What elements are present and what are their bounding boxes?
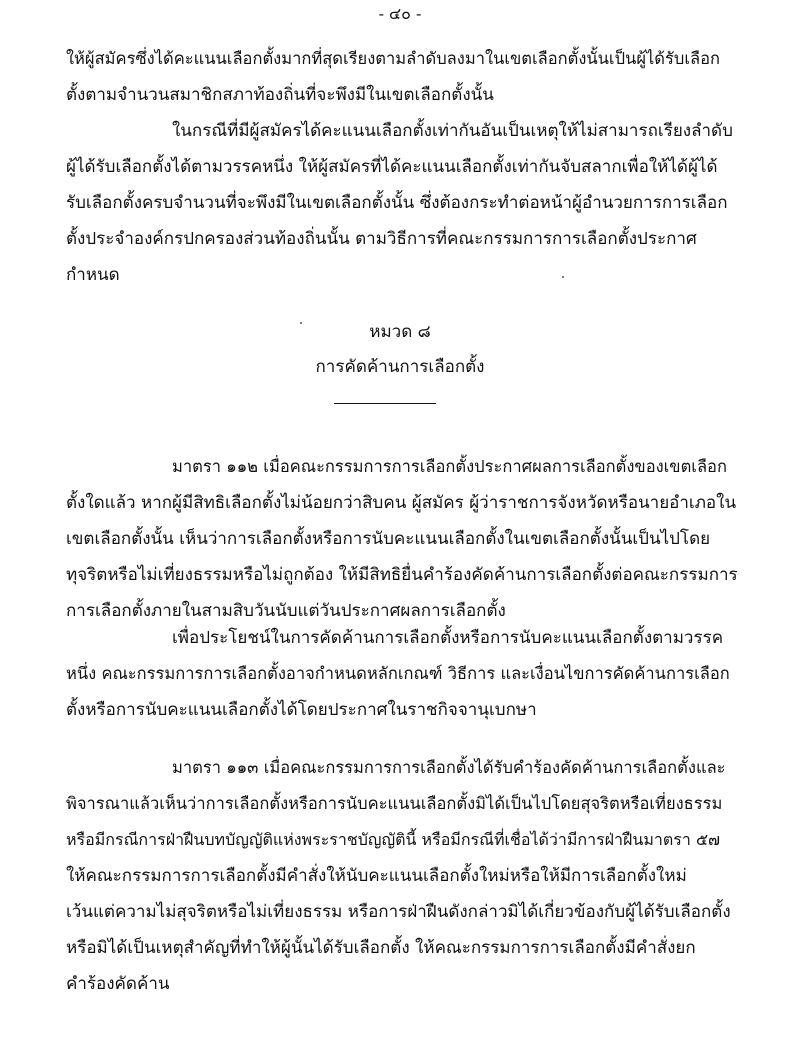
text-line: หรือมีกรณีการฝ่าฝืนบทบัญญัติแห่งพระราชบัญญัตินี้ หรือมีกรณีที่เชื่อได้ว่ามีการฝ่าฝืนมาตรา ๕๗ (66, 830, 721, 849)
text-line: ให้ผู้สมัครซึ่งได้คะแนนเลือกตั้งมากที่สุดเรียงตามลำดับลงมาในเขตเลือกตั้งนั้นเป็นผู้ได้รับเลือก (66, 49, 720, 68)
chapter-heading: หมวด ๘ (369, 322, 431, 342)
text-line: กำหนด (66, 265, 120, 285)
text-line: ตั้งตามจำนวนสมาชิกสภาท้องถิ่นที่จะพึงมีในเขตเลือกตั้งนั้น (66, 85, 494, 105)
text-line: ผู้ได้รับเลือกตั้งได้ตามวรรคหนึ่ง ให้ผู้สมัครที่ได้คะแนนเลือกตั้งเท่ากันจับสลากเพื่อให้ได้ผู้ได้ (66, 157, 718, 177)
scan-speck (562, 276, 564, 278)
text-line: ตั้งประจำองค์กรปกครองส่วนท้องถิ่นนั้น ตามวิธีการที่คณะกรรมการการเลือกตั้งประกาศ (66, 229, 697, 249)
text-line: เว้นแต่ความไม่สุจริตหรือไม่เที่ยงธรรม หรือการฝ่าฝืนดังกล่าวมิได้เกี่ยวข้องกับผู้ได้รับเลือกตั้ง (66, 902, 731, 922)
text-line: ในกรณีที่มีผู้สมัครได้คะแนนเลือกตั้งเท่ากันอันเป็นเหตุให้ไม่สามารถเรียงลำดับ (172, 121, 733, 141)
text-line: หนึ่ง คณะกรรมการการเลือกตั้งอาจกำหนดหลักเกณฑ์ วิธีการ และเงื่อนไขการคัดค้านการเลือก (66, 664, 730, 683)
text-line: ตั้งใดแล้ว หากผู้มีสิทธิเลือกตั้งไม่น้อยกว่าสิบคน ผู้สมัคร ผู้ว่าราชการจังหวัดหรือนายอำเภอใน (66, 493, 737, 513)
text-line: มาตรา ๑๑๓ เมื่อคณะกรรมการการเลือกตั้งได้รับคำร้องคัดค้านการเลือกตั้งและ (172, 758, 726, 777)
text-line: ตั้งหรือการนับคะแนนเลือกตั้งได้โดยประกาศในราชกิจจานุเบกษา (66, 700, 537, 720)
text-line: เพื่อประโยชน์ในการคัดค้านการเลือกตั้งหรือการนับคะแนนเลือกตั้งตามวรรค (172, 628, 724, 648)
text-line: ให้คณะกรรมการการเลือกตั้งมีคำสั่งให้นับคะแนนเลือกตั้งใหม่หรือให้มีการเลือกตั้งใหม่ (66, 866, 687, 886)
text-line: หรือมิได้เป็นเหตุสำคัญที่ทำให้ผู้นั้นได้รับเลือกตั้ง ให้คณะกรรมการการเลือกตั้งมีคำสั่งยก (66, 938, 696, 958)
page-number: - ๔๐ - (378, 4, 422, 23)
scan-speck (300, 322, 302, 324)
text-line: เขตเลือกตั้งนั้น เห็นว่าการเลือกตั้งหรือการนับคะแนนเลือกตั้งในเขตเลือกตั้งนั้นเป็นไปโดย (66, 529, 711, 549)
text-line: รับเลือกตั้งครบจำนวนที่จะพึงมีในเขตเลือกตั้งนั้น ซึ่งต้องกระทำต่อหน้าผู้อำนวยการการเลือก (66, 193, 728, 213)
divider (334, 403, 436, 404)
text-line: มาตรา ๑๑๒ เมื่อคณะกรรมการการเลือกตั้งประกาศผลการเลือกตั้งของเขตเลือก (172, 457, 727, 476)
text-line: ทุจริตหรือไม่เที่ยงธรรมหรือไม่ถูกต้อง ให้มีสิทธิยื่นคำร้องคัดค้านการเลือกตั้งต่อคณะกรรมการ (66, 565, 738, 585)
text-line: พิจารณาแล้วเห็นว่าการเลือกตั้งหรือการนับคะแนนเลือกตั้งมิได้เป็นไปโดยสุจริตหรือเที่ยงธรรม (66, 794, 723, 813)
text-line: การเลือกตั้งภายในสามสิบวันนับแต่วันประกาศผลการเลือกตั้ง (66, 601, 506, 621)
text-line: คำร้องคัดค้าน (66, 974, 170, 994)
chapter-title: การคัดค้านการเลือกตั้ง (315, 357, 485, 377)
